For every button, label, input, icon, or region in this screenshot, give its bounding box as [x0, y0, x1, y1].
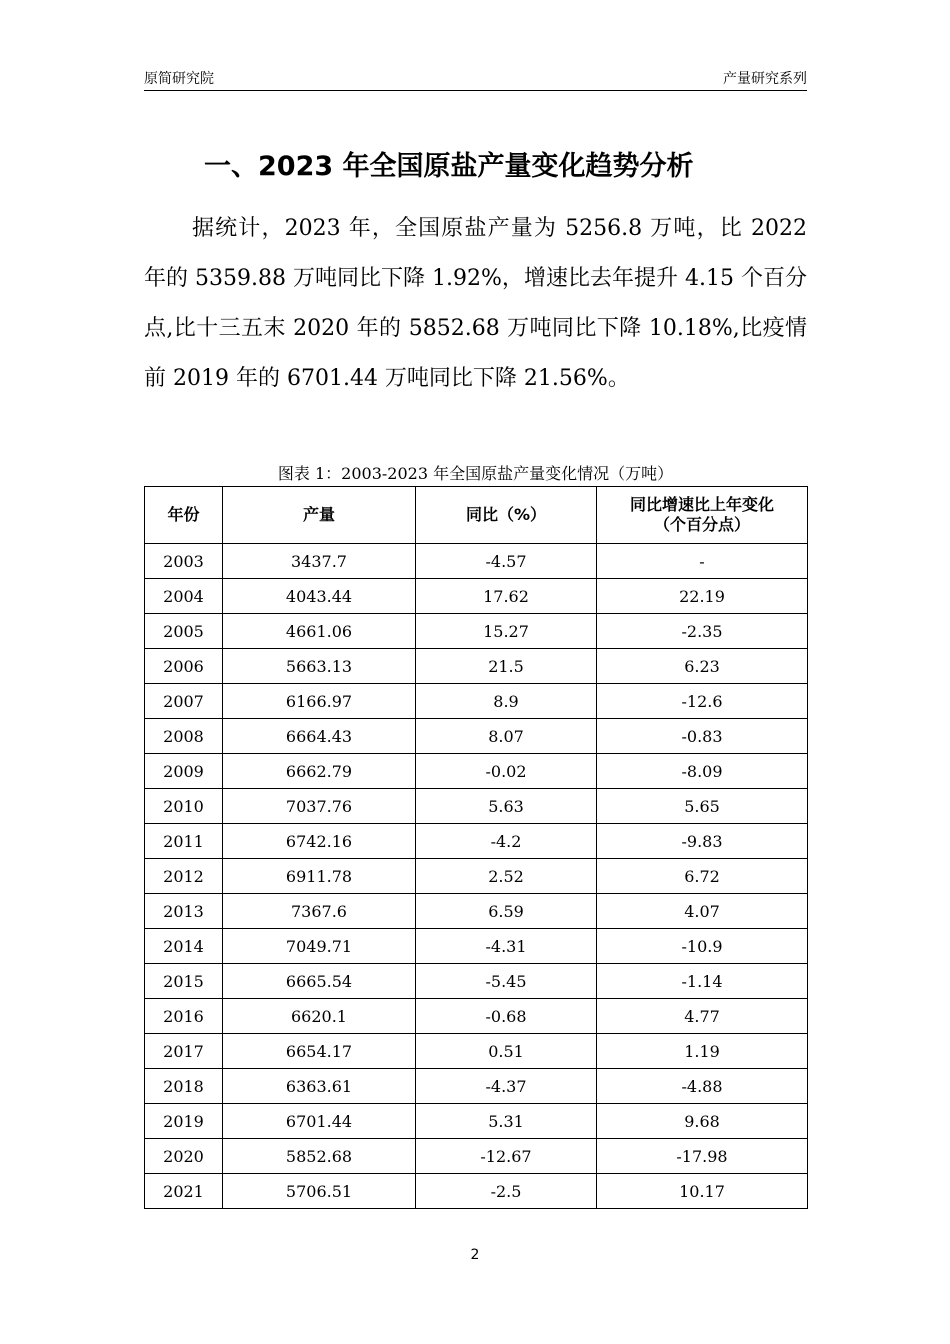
section-title: 一、2023 年全国原盐产量变化趋势分析 — [204, 151, 694, 182]
table-body — [145, 544, 808, 1209]
cell-yoy-change: 10.17 — [597, 1174, 808, 1209]
cell-yoy-change: 9.68 — [597, 1104, 808, 1139]
cell-yoy-change: -0.83 — [597, 719, 808, 754]
cell-year: 2005 — [145, 614, 223, 649]
cell-yoy-change: -9.83 — [597, 824, 808, 859]
cell-yoy-change: 22.19 — [597, 579, 808, 614]
cell-output: 6664.43 — [223, 719, 416, 754]
table-row — [145, 754, 808, 789]
cell-yoy-change: 6.72 — [597, 859, 808, 894]
cell-yoy: 5.31 — [416, 1104, 597, 1139]
table-row — [145, 544, 808, 579]
cell-yoy: 8.07 — [416, 719, 597, 754]
cell-output: 5852.68 — [223, 1139, 416, 1174]
cell-yoy-change: 5.65 — [597, 789, 808, 824]
table-row — [145, 894, 808, 929]
cell-yoy-change: -17.98 — [597, 1139, 808, 1174]
cell-yoy-change: 4.07 — [597, 894, 808, 929]
cell-yoy: -0.02 — [416, 754, 597, 789]
cell-year: 2004 — [145, 579, 223, 614]
cell-output: 6662.79 — [223, 754, 416, 789]
cell-year: 2009 — [145, 754, 223, 789]
cell-yoy: -0.68 — [416, 999, 597, 1034]
cell-output: 6701.44 — [223, 1104, 416, 1139]
table-row — [145, 859, 808, 894]
cell-yoy-change: 6.23 — [597, 649, 808, 684]
cell-output: 4043.44 — [223, 579, 416, 614]
cell-output: 7367.6 — [223, 894, 416, 929]
production-table — [144, 486, 808, 1209]
cell-year: 2003 — [145, 544, 223, 579]
cell-year: 2006 — [145, 649, 223, 684]
cell-yoy: -2.5 — [416, 1174, 597, 1209]
cell-output: 6911.78 — [223, 859, 416, 894]
header-yoy: 同比（%） — [416, 487, 597, 544]
cell-output: 6654.17 — [223, 1034, 416, 1069]
table-row — [145, 1034, 808, 1069]
cell-yoy-change: -8.09 — [597, 754, 808, 789]
page-number: 2 — [470, 1247, 480, 1263]
header-output: 产量 — [223, 487, 416, 544]
table-row — [145, 824, 808, 859]
cell-output: 6665.54 — [223, 964, 416, 999]
table-row — [145, 999, 808, 1034]
cell-yoy: -4.57 — [416, 544, 597, 579]
table-row — [145, 684, 808, 719]
cell-yoy-change: 1.19 — [597, 1034, 808, 1069]
cell-yoy: -5.45 — [416, 964, 597, 999]
paragraph-text: 据统计，2023 年，全国原盐产量为 5256.8 万吨，比 2022 年的 5359.88 万吨同比下降 1.92%，增速比去年提升 4.15 个百分点,比十三五末 2020 年的 5852.68 万吨同比下降 10.18%,比疫情前 2019 年的 6701.44 万吨同比下降 21.56%。 — [144, 216, 807, 391]
cell-yoy: -4.2 — [416, 824, 597, 859]
cell-year: 2018 — [145, 1069, 223, 1104]
table-row — [145, 579, 808, 614]
cell-year: 2020 — [145, 1139, 223, 1174]
table-row — [145, 789, 808, 824]
table-row — [145, 1104, 808, 1139]
cell-year: 2011 — [145, 824, 223, 859]
table-row — [145, 649, 808, 684]
cell-yoy: 2.52 — [416, 859, 597, 894]
header-year: 年份 — [145, 487, 223, 544]
table-row — [145, 1069, 808, 1104]
cell-yoy-change: 4.77 — [597, 999, 808, 1034]
cell-yoy: 5.63 — [416, 789, 597, 824]
cell-yoy: -4.31 — [416, 929, 597, 964]
cell-yoy-change: -1.14 — [597, 964, 808, 999]
cell-year: 2017 — [145, 1034, 223, 1069]
body-paragraph — [144, 204, 807, 404]
cell-yoy: -12.67 — [416, 1139, 597, 1174]
cell-yoy: 6.59 — [416, 894, 597, 929]
cell-yoy: 17.62 — [416, 579, 597, 614]
table-header-row — [145, 487, 808, 544]
cell-yoy-change: -4.88 — [597, 1069, 808, 1104]
cell-output: 6742.16 — [223, 824, 416, 859]
cell-yoy-change: -10.9 — [597, 929, 808, 964]
cell-year: 2013 — [145, 894, 223, 929]
table-row — [145, 1139, 808, 1174]
cell-yoy: 15.27 — [416, 614, 597, 649]
cell-year: 2008 — [145, 719, 223, 754]
table-row — [145, 964, 808, 999]
cell-output: 3437.7 — [223, 544, 416, 579]
cell-yoy: 8.9 — [416, 684, 597, 719]
cell-output: 4661.06 — [223, 614, 416, 649]
cell-output: 6363.61 — [223, 1069, 416, 1104]
table-row — [145, 929, 808, 964]
cell-yoy: 0.51 — [416, 1034, 597, 1069]
cell-year: 2010 — [145, 789, 223, 824]
page-header — [144, 64, 807, 91]
cell-output: 5663.13 — [223, 649, 416, 684]
cell-year: 2021 — [145, 1174, 223, 1209]
cell-output: 7049.71 — [223, 929, 416, 964]
cell-output: 5706.51 — [223, 1174, 416, 1209]
cell-yoy: 21.5 — [416, 649, 597, 684]
cell-yoy: -4.37 — [416, 1069, 597, 1104]
header-right-series: 产量研究系列 — [723, 71, 807, 87]
table-row — [145, 614, 808, 649]
header-yoy-change: 同比增速比上年变化 （个百分点） — [597, 487, 808, 544]
table-row — [145, 1174, 808, 1209]
cell-output: 7037.76 — [223, 789, 416, 824]
cell-yoy-change: - — [597, 544, 808, 579]
table-caption: 图表 1：2003-2023 年全国原盐产量变化情况（万吨） — [277, 464, 674, 483]
cell-year: 2015 — [145, 964, 223, 999]
cell-year: 2012 — [145, 859, 223, 894]
cell-yoy-change: -2.35 — [597, 614, 808, 649]
header-left-title: 原简研究院 — [144, 71, 214, 87]
cell-output: 6166.97 — [223, 684, 416, 719]
table-row — [145, 719, 808, 754]
cell-year: 2016 — [145, 999, 223, 1034]
cell-output: 6620.1 — [223, 999, 416, 1034]
cell-year: 2014 — [145, 929, 223, 964]
cell-year: 2019 — [145, 1104, 223, 1139]
cell-year: 2007 — [145, 684, 223, 719]
cell-yoy-change: -12.6 — [597, 684, 808, 719]
